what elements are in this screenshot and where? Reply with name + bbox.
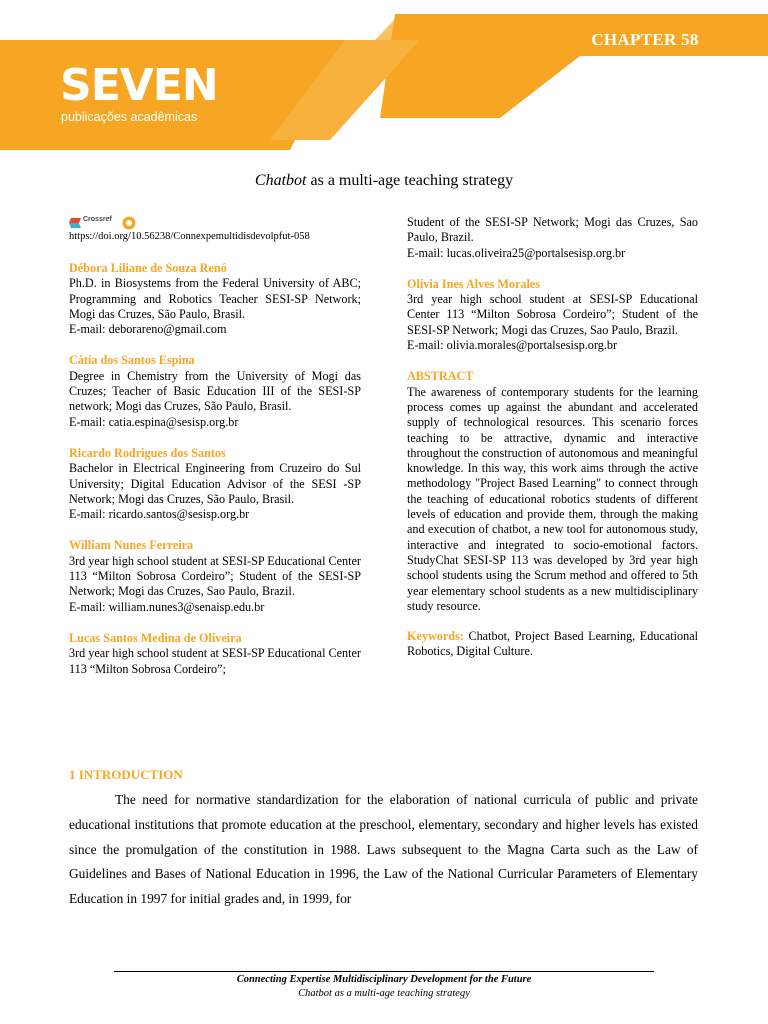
footer-divider [114,971,654,972]
author-bio: Bachelor in Electrical Engineering from Cruzeiro do Sul University; Digital Education Advisor of the SESI -SP Network; Mogi das Cruzes, São Paulo, Brasil. [69,461,361,506]
author-name: Lucas Santos Medina de Oliveira [69,630,242,645]
author-name: Ricardo Rodrigues dos Santos [69,445,226,460]
footer-book-title: Connecting Expertise Multidisciplinary Development for the Future [236,974,532,985]
right-column [407,215,698,660]
doi-link[interactable]: https://doi.org/10.56238/Connexpemultidisdevolpfut-058 [69,231,310,242]
author-email[interactable]: E-mail: william.nunes3@senaisp.edu.br [69,599,265,614]
author-bio: 3rd year high school student at SESI-SP Educational Center 113 “Milton Sobrosa Cordeiro”; Student of the SESI-SP Network; Mogi das Cruzes, Sao Paulo, Brazil. [69,553,361,599]
crossref-label: Crossref [83,216,112,223]
author-email[interactable]: E-mail: ricardo.santos@sesisp.org.br [69,507,250,522]
author-block [69,353,361,429]
keywords-label: Keywords: [407,629,464,644]
author-name: Cátia dos Santos Espina [69,353,195,368]
abstract-heading: ABSTRACT [407,369,474,384]
publisher-logo-subtitle: publicações acadêmicas [61,110,198,124]
author-email[interactable]: E-mail: lucas.oliveira25@portalsesisp.org.br [407,245,626,260]
author-name: Débora Liliane de Souza Renó [69,261,227,275]
paper-title-italic: Chatbot [254,172,307,189]
author-block [407,277,698,353]
author-block [69,538,361,614]
introduction-paragraph: The need for normative standardization for the elaboration of national curricula of public and private educational institutions that promote education at the preschool, elementary, secondary and higher levels has existed since the promulgation of the constitution in 1988. Laws subsequent to the Magna Carta such as the Law of Guidelines and Bases of National Education in 1996, the Law of the National Curricular Parameters of Elementary Education in 1997 for initial grades and, in 1999, for [69,792,698,907]
author-bio: Degree in Chemistry from the University of Mogi das Cruzes; Teacher of Basic Education III of the SESI-SP network; Mogi das Cruzes, São Paulo, Brasil. [69,368,361,414]
chapter-label: CHAPTER 58 [591,30,699,49]
author-bio: Ph.D. in Biosystems from the Federal University of ABC; Programming and Robotics Teacher SESI-SP Network; Mogi das Cruzes, São Paulo, Brasil. [69,276,361,321]
author-bio: 3rd year high school student at SESI-SP Educational Center 113 “Milton Sobrosa Cordeiro”; [69,646,361,676]
author-name: Olivia Ines Alves Morales [407,276,541,291]
paper-title-rest: as a multi-age teaching strategy [306,172,514,189]
footer-chapter-title: Chatbot as a multi-age teaching strategy [298,988,470,999]
author-email[interactable]: E-mail: catia.espina@sesisp.org.br [69,414,239,429]
author-block [69,631,361,677]
keywords [407,629,698,660]
author-block [69,261,361,337]
paper-title [0,172,768,190]
author-email[interactable]: E-mail: olivia.morales@portalsesisp.org.br [407,338,618,353]
keywords-text: Chatbot, Project Based Learning, Educational Robotics, Digital Culture. [407,629,698,659]
author-email[interactable]: E-mail: deborareno@gmail.com [69,322,227,337]
section-heading: 1 INTRODUCTION [69,767,183,782]
abstract-text: The awareness of contemporary students for the learning process comes up against the abundant and accelerated supply of technological resources. This scenario forces teaching to be attractive, dynamic and interactive throughout the construction of autonomous and meaningful knowledge. In this way, this work aims through the active methodology "Project Based Learning" to connect through the teaching of educational robotics students of different levels of education and provide them, through the making and execution of chatbot, a new tool for autonomous study, interactive and integrated to socio-emotional factors. StudyChat SESI-SP 113 was developed by 3rd year high school students using the Scrum method and offered to 5th year elementary school students as a new multidisciplinary study resource. [407,384,698,613]
author-block [69,446,361,522]
publisher-logo: SEVEN [60,60,218,111]
author-bio: 3rd year high school student at SESI-SP Educational Center 113 “Milton Sobrosa Cordeiro”; Student of the SESI-SP Network; Mogi das Cruzes, Sao Paulo, Brazil. [407,292,698,337]
author-name: William Nunes Ferreira [69,538,194,553]
author-bio-continued: Student of the SESI-SP Network; Mogi das Cruzes, Sao Paulo, Brazil. [407,215,698,245]
authors-left-column [69,261,361,693]
